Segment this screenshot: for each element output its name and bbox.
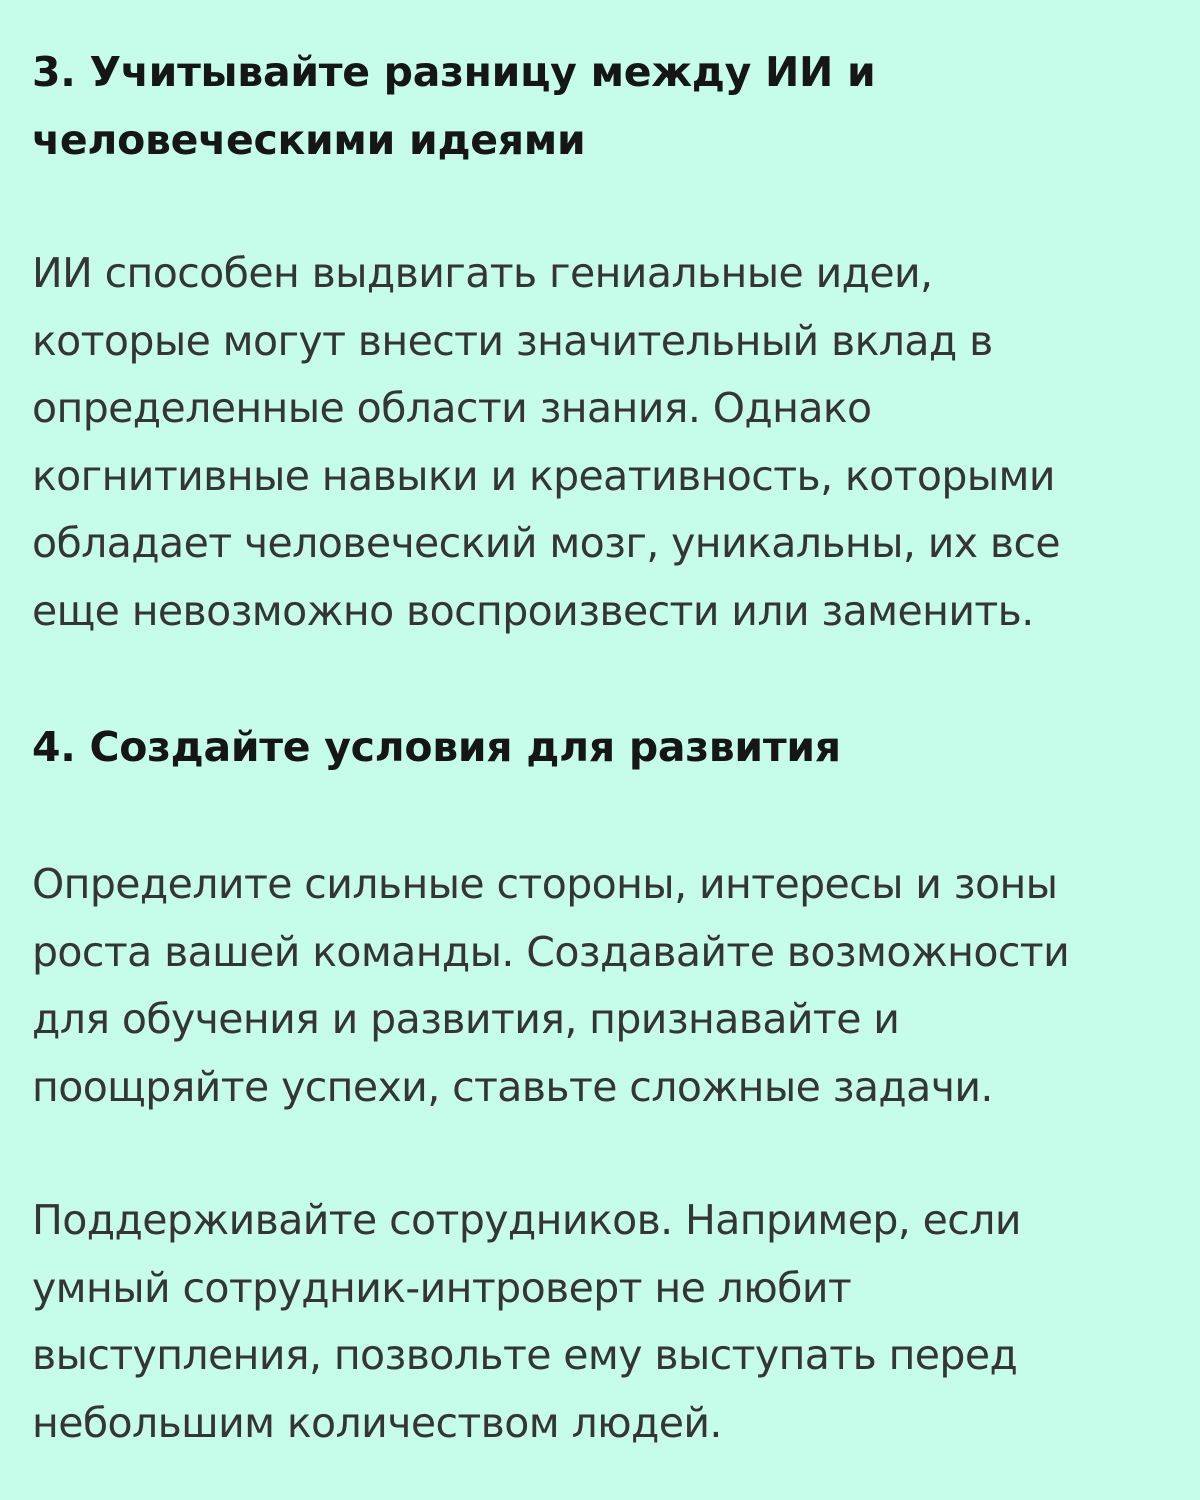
section-3-title	[32, 38, 1160, 174]
section-4-paragraph-2-line: умный сотрудник-интроверт не любит	[32, 1263, 852, 1312]
section-3-paragraph	[32, 240, 1160, 645]
section-4-paragraph-2	[32, 1187, 1160, 1457]
section-3-paragraph-line: когнитивные навыки и креативность, которыми	[32, 451, 1055, 500]
section-3-paragraph-line: обладает человеческий мозг, уникальны, их все	[32, 519, 1061, 567]
section-4-title	[32, 713, 1160, 781]
section-4-title-line: 4. Создайте условия для развития	[32, 723, 841, 771]
section-4-paragraph-2-line: небольшим количеством людей.	[32, 1398, 722, 1447]
section-3-title-line: 3. Учитывайте разницу между ИИ и	[32, 48, 876, 96]
section-4-paragraph-1-line: поощряйте успехи, ставьте сложные задачи.	[32, 1062, 993, 1111]
section-4-paragraph-2-line: Поддерживайте сотрудников. Например, если	[32, 1196, 1021, 1244]
section-4-paragraph-1-line: для обучения и развития, признавайте и	[32, 995, 900, 1043]
section-4-paragraph-2-line: выступления, позвольте ему выступать перед	[32, 1331, 1018, 1379]
section-3-title-line: человеческими идеями	[32, 116, 586, 164]
section-4-paragraph-1-line: Определите сильные стороны, интересы и зоны	[32, 860, 1058, 908]
section-3-paragraph-line: которые могут внести значительный вклад в	[32, 316, 993, 365]
section-3-paragraph-line: еще невозможно воспроизвести или заменить.	[32, 586, 1034, 635]
section-3-paragraph-line: определенные области знания. Однако	[32, 384, 872, 432]
section-3-paragraph-line: ИИ способен выдвигать гениальные идеи,	[32, 249, 933, 297]
section-4-paragraph-1-line: роста вашей команды. Создавайте возможности	[32, 927, 1070, 976]
section-4-paragraph-1	[32, 851, 1160, 1121]
